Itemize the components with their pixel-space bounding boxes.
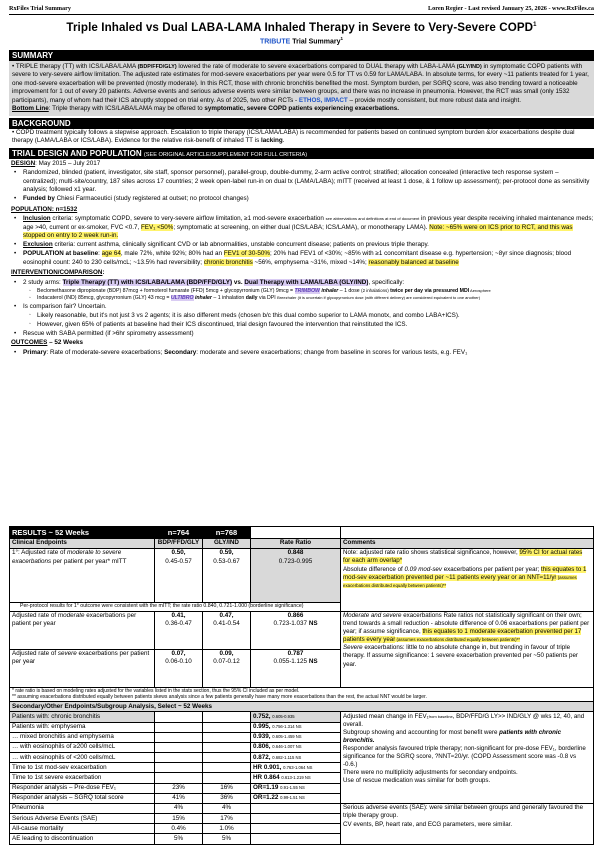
secondary-rr: HR 0.864 0.613-1.219 NS	[251, 773, 341, 783]
secondary-rr	[251, 834, 341, 844]
secondary-label: Pneumonia	[10, 803, 155, 813]
secondary-dual	[203, 773, 251, 783]
outcomes-text: • Primary: Rate of moderate-severe exacerbations; Secondary: moderate and severe exacerbations; change from baseline in scores for various tests, e.g. FEV₁	[23, 349, 594, 358]
secondary-rr: 0.806, 0.646-1.007 NS	[251, 742, 341, 752]
secondary-dual	[203, 722, 251, 732]
secondary-label: All-cause mortality	[10, 824, 155, 834]
design-bullet-2: • Funded by Chiesi Farmaceutici (study registered at outset; no protocol changes)	[23, 195, 594, 204]
secondary-rr	[251, 824, 341, 834]
title-sup: 1	[533, 22, 537, 29]
results-table	[9, 526, 594, 845]
design-bullet-1: • Randomized, blinded (patient, investigator, site staff, sponsor personnel), parallel-group, double-dummy, 2-arm active control; stratified; allocation concealed (interactive tech response system – centralized); multi-site/country, 187 sites across 17 countries; 2 week open-label run-in on dual tx (LAMA/LABA); mITT (received at least 1 dose, & 1 follow up assessment); per-protocol done as sensitivity analysis; followed x1 year.	[23, 169, 594, 195]
secondary-label: Responder analysis – SGRQ total score	[10, 793, 155, 803]
subtitle-text: Trial Summary	[290, 38, 341, 46]
secondary-row	[10, 803, 594, 813]
bottom-line: Bottom Line: Triple therapy with ICS/LABA/LAMA may be offered to symptomatic, severe COPD patients experiencing exacerbations.	[12, 105, 399, 113]
secondary-dual	[203, 763, 251, 773]
design-heading: TRIAL DESIGN AND POPULATION (SEE ORIGINAL ARTICLE/SUPPLEMENT FOR FULL CRITERIA)	[9, 148, 594, 159]
secondary-dual	[203, 753, 251, 763]
primary-comment: Note: adjusted rate ratio shows statistical significance, however, 95% CI for actual rates for each arm overlap* Absolute difference of 0.09 mod-sev exacerbations per patient per year; this equates to 1 mod-sev exacerbation prevented per ~11 patients every year or an NNT≈11/yr (assumes exacerbations distributed equally between patients)**	[341, 548, 594, 611]
background-text: • COPD treatment typically follows a stepwise approach. Escalation to triple therapy (ICS/LAMA/LABA) is recommended for patients based on continued symptom burden &/or exacerbations despite dual therapy (LAMA/LABA or ICS/LABA). Evidence for the relative risk-benefit of inhaled TT is lacking.	[12, 128, 575, 145]
outcomes-label: OUTCOMES	[11, 339, 48, 347]
secondary-dual	[203, 742, 251, 752]
secondary-label: Patients with: emphysema	[10, 722, 155, 732]
study-arms: • 2 study arms: Triple Therapy (TT) with ICS/LABA/LAMA (BDP/FFD/GLY) vs. Dual Therapy with LAMA/LABA (GLY/IND), specifically:	[23, 279, 594, 288]
subtitle-sup: 1	[340, 36, 344, 42]
col-rate-ratio: Rate Ratio	[251, 538, 341, 548]
secondary-triple	[155, 773, 203, 783]
secondary-rr: 0.872, 0.682-1.115 NS	[251, 753, 341, 763]
header-right: Loren Regier - Last revised January 25, 2026 - www.RxFiles.ca	[427, 5, 594, 12]
secondary-label: Time to 1st severe exacerbation	[10, 773, 155, 783]
severe-row: Adjusted rate of severe exacerbations per patient per year 0.07, 0.06-0.10 0.09, 0.07-0.12 0.787 0.055-1.125 NS	[10, 649, 594, 687]
trial-name: TRIBUTE	[259, 38, 291, 46]
safety-comment: Serious adverse events (SAE): were similar between groups and generally favoured the triple therapy group. CV events, BP, heart rate, and ECG parameters, were similar.	[341, 803, 594, 844]
secondary-dual	[203, 712, 251, 722]
subtitle	[9, 36, 594, 46]
col-comments: Comments	[341, 538, 594, 548]
secondary-triple	[155, 753, 203, 763]
col-endpoints: Clinical Endpoints	[10, 538, 155, 548]
secondary-label: Patients with: chronic bronchitis	[10, 712, 155, 722]
secondary-dual: 5%	[203, 834, 251, 844]
page-title	[9, 20, 594, 35]
fairness-point-1: ◦ Likely reasonable, but it's not just 3 vs 2 agents; it is also different meds (chosen b/c this dual combo superior to LAMA monotx, and combo LABA+ICS).	[37, 312, 594, 321]
secondary-rr: HR 0.901, 0.763-1.064 NS	[251, 763, 341, 773]
secondary-rr: 0.752, 0.605-0.935	[251, 712, 341, 722]
summary-text: • TRIPLE therapy (TT) with ICS/LABA/LAMA (BDP/FFD/GLY) lowered the rate of moderate to severe exacerbations compared to DUAL therapy with LABA-LAMA (GLY/IND) in symptomatic COPD patients with severe to very-severe airflow limitation. The adjusted rate estimates for mod-severe exacerbations per year were 0.5 for TT vs 0.59 for LAMA/LABA. In absolute terms, for every ~11 patients treated for 1 year, one mod-severe exacerbation will be prevented (mostly moderate). In this RCT, those with chronic bronchitis benefited the most. Symptom burden, per SGRQ score, was also trending toward a noticeable improvement for 1 out of every 20 patients. Adverse events and serious adverse events were similar between groups, and there was no increase in pneumonia. However, the RCT was small (only 1532 participants), many of whom had their ICS abruptly stopped on trial entry. As of 2025, two other RCTs - ETHOS, IMPACT – provide mostly consistent, but more robust data and insight.	[12, 62, 589, 104]
secondary-triple	[155, 763, 203, 773]
col-dual: GLY/IND	[203, 538, 251, 548]
design-dates: : May 2015 – July 2017	[35, 159, 101, 167]
secondary-dual: 1.0%	[203, 824, 251, 834]
n-triple: n=764	[155, 527, 203, 539]
results-title: RESULTS ~ 52 Weeks	[10, 527, 155, 539]
secondary-triple: 15%	[155, 814, 203, 824]
arm-dual: ◦ Indacaterol (IND) 85mcg, glycopyrronium (GLY) 43 mcg = ULTIBRO inhaler – 1 inhalation daily via DPI Breezhaler (it is uncertain if glycopyrronium dose (with different delivery) are considered equivalent to one another)	[37, 295, 594, 302]
secondary-label: AE leading to discontinuation	[10, 834, 155, 844]
header-left: RxFiles Trial Summary	[9, 5, 71, 12]
fairness-question: • Is comparison fair? Uncertain.	[23, 303, 594, 312]
secondary-triple: 5%	[155, 834, 203, 844]
secondary-dual: 4%	[203, 803, 251, 813]
secondary-rr: OR=1.19 0.91-1.55 NS	[251, 783, 341, 793]
secondary-dual: 36%	[203, 793, 251, 803]
secondary-comment: Moderate and severe exacerbations Rate ratios not statistically significant on their own; trend towards a small reduction - absolute difference of 0.06 exacerbations per patient per year; if assume significance, this equates to 1 moderate exacerbation prevented per 17 patients every year (assumes exacerbations distributed equally between patients)** Severe exacerbations: little to no absolute change in, but trending in favour of triple therapy. If assume significance: 1 severe exacerbation prevented per ~50 patients per year.	[341, 611, 594, 687]
secondary-label: Time to 1st mod-sev exacerbation	[10, 763, 155, 773]
secondary-triple: 23%	[155, 783, 203, 793]
secondary-triple: 0.4%	[155, 824, 203, 834]
secondary-triple	[155, 722, 203, 732]
summary-box	[9, 61, 594, 116]
population-label: POPULATION: n=1532	[11, 205, 78, 213]
secondary-rr: 0.939, 0.605-1.459 NS	[251, 732, 341, 742]
secondary-triple: 4%	[155, 803, 203, 813]
secondary-rr: OR=1.22 0.99-1.51 NS	[251, 793, 341, 803]
rescue-medication: • Rescue with SABA permitted (if >6hr spirometry assessment)	[23, 330, 594, 339]
secondary-triple: 41%	[155, 793, 203, 803]
n-dual: n=768	[203, 527, 251, 539]
secondary-label: … with eosinophils of ≥200 cells/mcL	[10, 742, 155, 752]
design-section: DESIGN: May 2015 – July 2017 • Randomized, blinded (patient, investigator, site staff, sponsor personnel), parallel-group, double-dummy, 2-arm active control; stratified; allocation concealed (interactive tech response system – centralized); multi-site/country, 187 sites across 17 countries; 2 week open-label run-in on dual tx (LAMA/LABA); mITT (received at least 1 dose, & 1 follow up assessment); per-protocol done as sensitivity analysis; followed x1 year. • Funded by Chiesi Farmaceutici (study registered at outset; no protocol changes) POPULATION: n=1532 • Inclusion criteria: symptomatic COPD, severe to very-severe airflow limitation, ≥1 mod-severe exacerbation see abbreviations and definitions at end of document in previous year despite receiving inhaled maintenance meds; age >40, current or ex-smoker, FVC <0.7, FEV₁ <50%; symptomatic at screening, on either dual (ICS/LABA; ICS/LAMA), or monotherapy LAMA). Note: ~65% were on ICS prior to RCT, and this was stopped on entry to 2 week run-in. • Exclusion criteria: current asthma, clinically significant CVD or lab abnormalities, unstable concurrent disease; patients on previous triple therapy. • POPULATION at baseline: age 64, male 72%, white 92%; 80% had an FEV1 of 30-50%; 20% had FEV1 of <30%; ~85% with ≥1 concomitant disease e.g. hypertension; ~8yr since diagnosis; blood eosinophil count: 240 to 230 cells/mcL; ~13.5% had reversibility; chronic bronchitis ~56%, emphysema ~31%, mixed ~14%; reasonably balanced at baseline INTERVENTION/COMPARISON: • 2 study arms: Triple Therapy (TT) with ICS/LABA/LAMA (BDP/FFD/GLY) vs. Dual Therapy with LAMA/LABA (GLY/IND), specifically: ◦ Beclomethasone dipropionate (BDP) 87mcg + formoterol fumarate (FFD) 5mcg + glycopyrronium (GLY) 9mcg = TRIMBOW inhaler – 1 dose (2 inhalations) twice per day via pressured MDI Aerosphere ◦ Indacaterol (IND) 85mcg, glycopyrronium (GLY) 43 mcg = ULTIBRO inhaler – 1 inhalation daily via DPI Breezhaler (it is uncertain if glycopyrronium dose (with different delivery) are considered equivalent to one another) • Is comparison fair? Uncertain. ◦ Likely reasonable, but it's not just 3 vs 2 agents; it is also different meds (chosen b/c this dual combo superior to LAMA monotx, and combo LABA+ICS). ◦ However, given 65% of patients at baseline had their ICS discontinued, trial design favoured the intervention that reinstituted the ICS. • Rescue with SABA permitted (if >6hr spirometry assessment) OUTCOMES – 52 Weeks • Primary: Rate of moderate-severe exacerbations; Secondary: moderate and severe exacerbations; change from baseline in scores for various tests, e.g. FEV₁	[9, 160, 594, 358]
design-label: DESIGN	[11, 159, 36, 167]
per-protocol-note: Per-protocol results for 1° outcome were consistent with the mITT; the rate ratio 0.840, 0.721-1.000 (borderline significance)	[10, 602, 341, 611]
secondary-label: Responder analysis – Pre-dose FEV₁	[10, 783, 155, 793]
secondary-dual: 16%	[203, 783, 251, 793]
secondary-dual	[203, 732, 251, 742]
page-header	[9, 5, 594, 15]
col-triple: BDP/FFD/GLY	[155, 538, 203, 548]
secondary-row	[10, 712, 594, 722]
secondary-triple	[155, 742, 203, 752]
secondary-rr: 0.995, 0.756-1.314 NS	[251, 722, 341, 732]
intervention-label: INTERVENTION/COMPARISON	[11, 269, 103, 277]
secondary-label: Serious Adverse Events (SAE)	[10, 814, 155, 824]
secondary-rr	[251, 803, 341, 813]
baseline-population: • POPULATION at baseline: age 64, male 72%, white 92%; 80% had an FEV1 of 30-50%; 20% had FEV1 of <30%; ~85% with ≥1 concomitant disease e.g. hypertension; ~8yr since diagnosis; blood eosinophil count: 240 to 230 cells/mcL; ~13.5% had reversibility; chronic bronchitis ~56%, emphysema ~31%, mixed ~14%; reasonably balanced at baseline	[23, 250, 594, 267]
footnote-2: ** assuming exacerbations distributed equally between patients skews analysis since a few patients generally have many more exacerbations than the rest, the actual NNT would be larger.	[12, 694, 427, 701]
footnote-1: * rate ratio is based on modeling rates adjusted for the variables listed in the stats section, thus the 95% CI included as per model.	[12, 688, 300, 695]
secondary-triple	[155, 732, 203, 742]
arm-triple: ◦ Beclomethasone dipropionate (BDP) 87mcg + formoterol fumarate (FFD) 5mcg + glycopyrronium (GLY) 9mcg = TRIMBOW inhaler – 1 dose (2 inhalations) twice per day via pressured MDI Aerosphere	[37, 288, 594, 295]
exclusion-criteria: • Exclusion criteria: current asthma, clinically significant CVD or lab abnormalities, unstable concurrent disease; patients on previous triple therapy.	[23, 241, 594, 250]
secondary-label: … with eosinophils of <200 cells/mcL	[10, 753, 155, 763]
moderate-row: Adjusted rate of moderate exacerbations per patient per year 0.41, 0.36-0.47 0.47, 0.41-0.54 0.866 0.723-1.037 NS Moderate and severe exacerbations Rate ratios not statistically significant on their own; trend towards a small reduction - absolute difference of 0.06 exacerbations per patient per year; if assume significance, this equates to 1 moderate exacerbation prevented per 17 patients every year (assumes exacerbations distributed equally between patients)** Severe exacerbations: little to no absolute change in, but trending in favour of triple therapy. If assume significance: 1 severe exacerbation prevented per ~50 patients per year.	[10, 611, 594, 649]
secondary-heading: Secondary/Other Endpoints/Subgroup Analysis, Select ~ 52 Weeks	[10, 702, 594, 712]
footnotes-row	[10, 687, 594, 702]
secondary-rr	[251, 814, 341, 824]
title-text: Triple Inhaled vs Dual LABA-LAMA Inhaled Therapy in Severe to Very-Severe COPD	[66, 21, 534, 35]
fairness-point-2: ◦ However, given 65% of patients at baseline had their ICS discontinued, trial design favoured the intervention that reinstituted the ICS.	[37, 321, 594, 330]
inclusion-criteria: • Inclusion criteria: symptomatic COPD, severe to very-severe airflow limitation, ≥1 mod-severe exacerbation see abbreviations and definitions at end of document in previous year despite receiving inhaled maintenance meds; age >40, current or ex-smoker, FVC <0.7, FEV₁ <50%; symptomatic at screening, on either dual (ICS/LABA; ICS/LAMA), or monotherapy LAMA). Note: ~65% were on ICS prior to RCT, and this was stopped on entry to 2 week run-in.	[23, 215, 594, 241]
primary-row: 1°: Adjusted rate of moderate to severe exacerbations per patient per year* mITT 0.50, 0.45-0.57 0.59, 0.53-0.67 0.848 0.723-0.995 Note: adjusted rate ratio shows statistical significance, however, 95% CI for actual rates for each arm overlap* Absolute difference of 0.09 mod-sev exacerbations per patient per year; this equates to 1 mod-sev exacerbation prevented per ~11 patients every year or an NNT≈11/yr (assumes exacerbations distributed equally between patients)**	[10, 548, 594, 602]
secondary-triple	[155, 712, 203, 722]
subgroup-comment: Adjusted mean change in FEV₁from baseline, BDP/FFD/G LY>> IND/GLY @ wks 12, 40, and overall. Subgroup showing and accounting for most benefit were patients with chronic bronchitis. Responder analysis favoured triple therapy; non-significant for pre-dose FEV₁, borderline significance for the SGRQ score, ?NNT≈20/yr. (COPD Assessment score was -0.8 vs -0.6.) There were no multiplicity adjustments for secondary endpoints. Use of rescue medication was similar for both groups.	[341, 712, 594, 804]
secondary-label: … mixed bronchitis and emphysema	[10, 732, 155, 742]
summary-heading: SUMMARY	[9, 50, 594, 61]
background-heading: BACKGROUND	[9, 118, 594, 129]
secondary-dual: 17%	[203, 814, 251, 824]
